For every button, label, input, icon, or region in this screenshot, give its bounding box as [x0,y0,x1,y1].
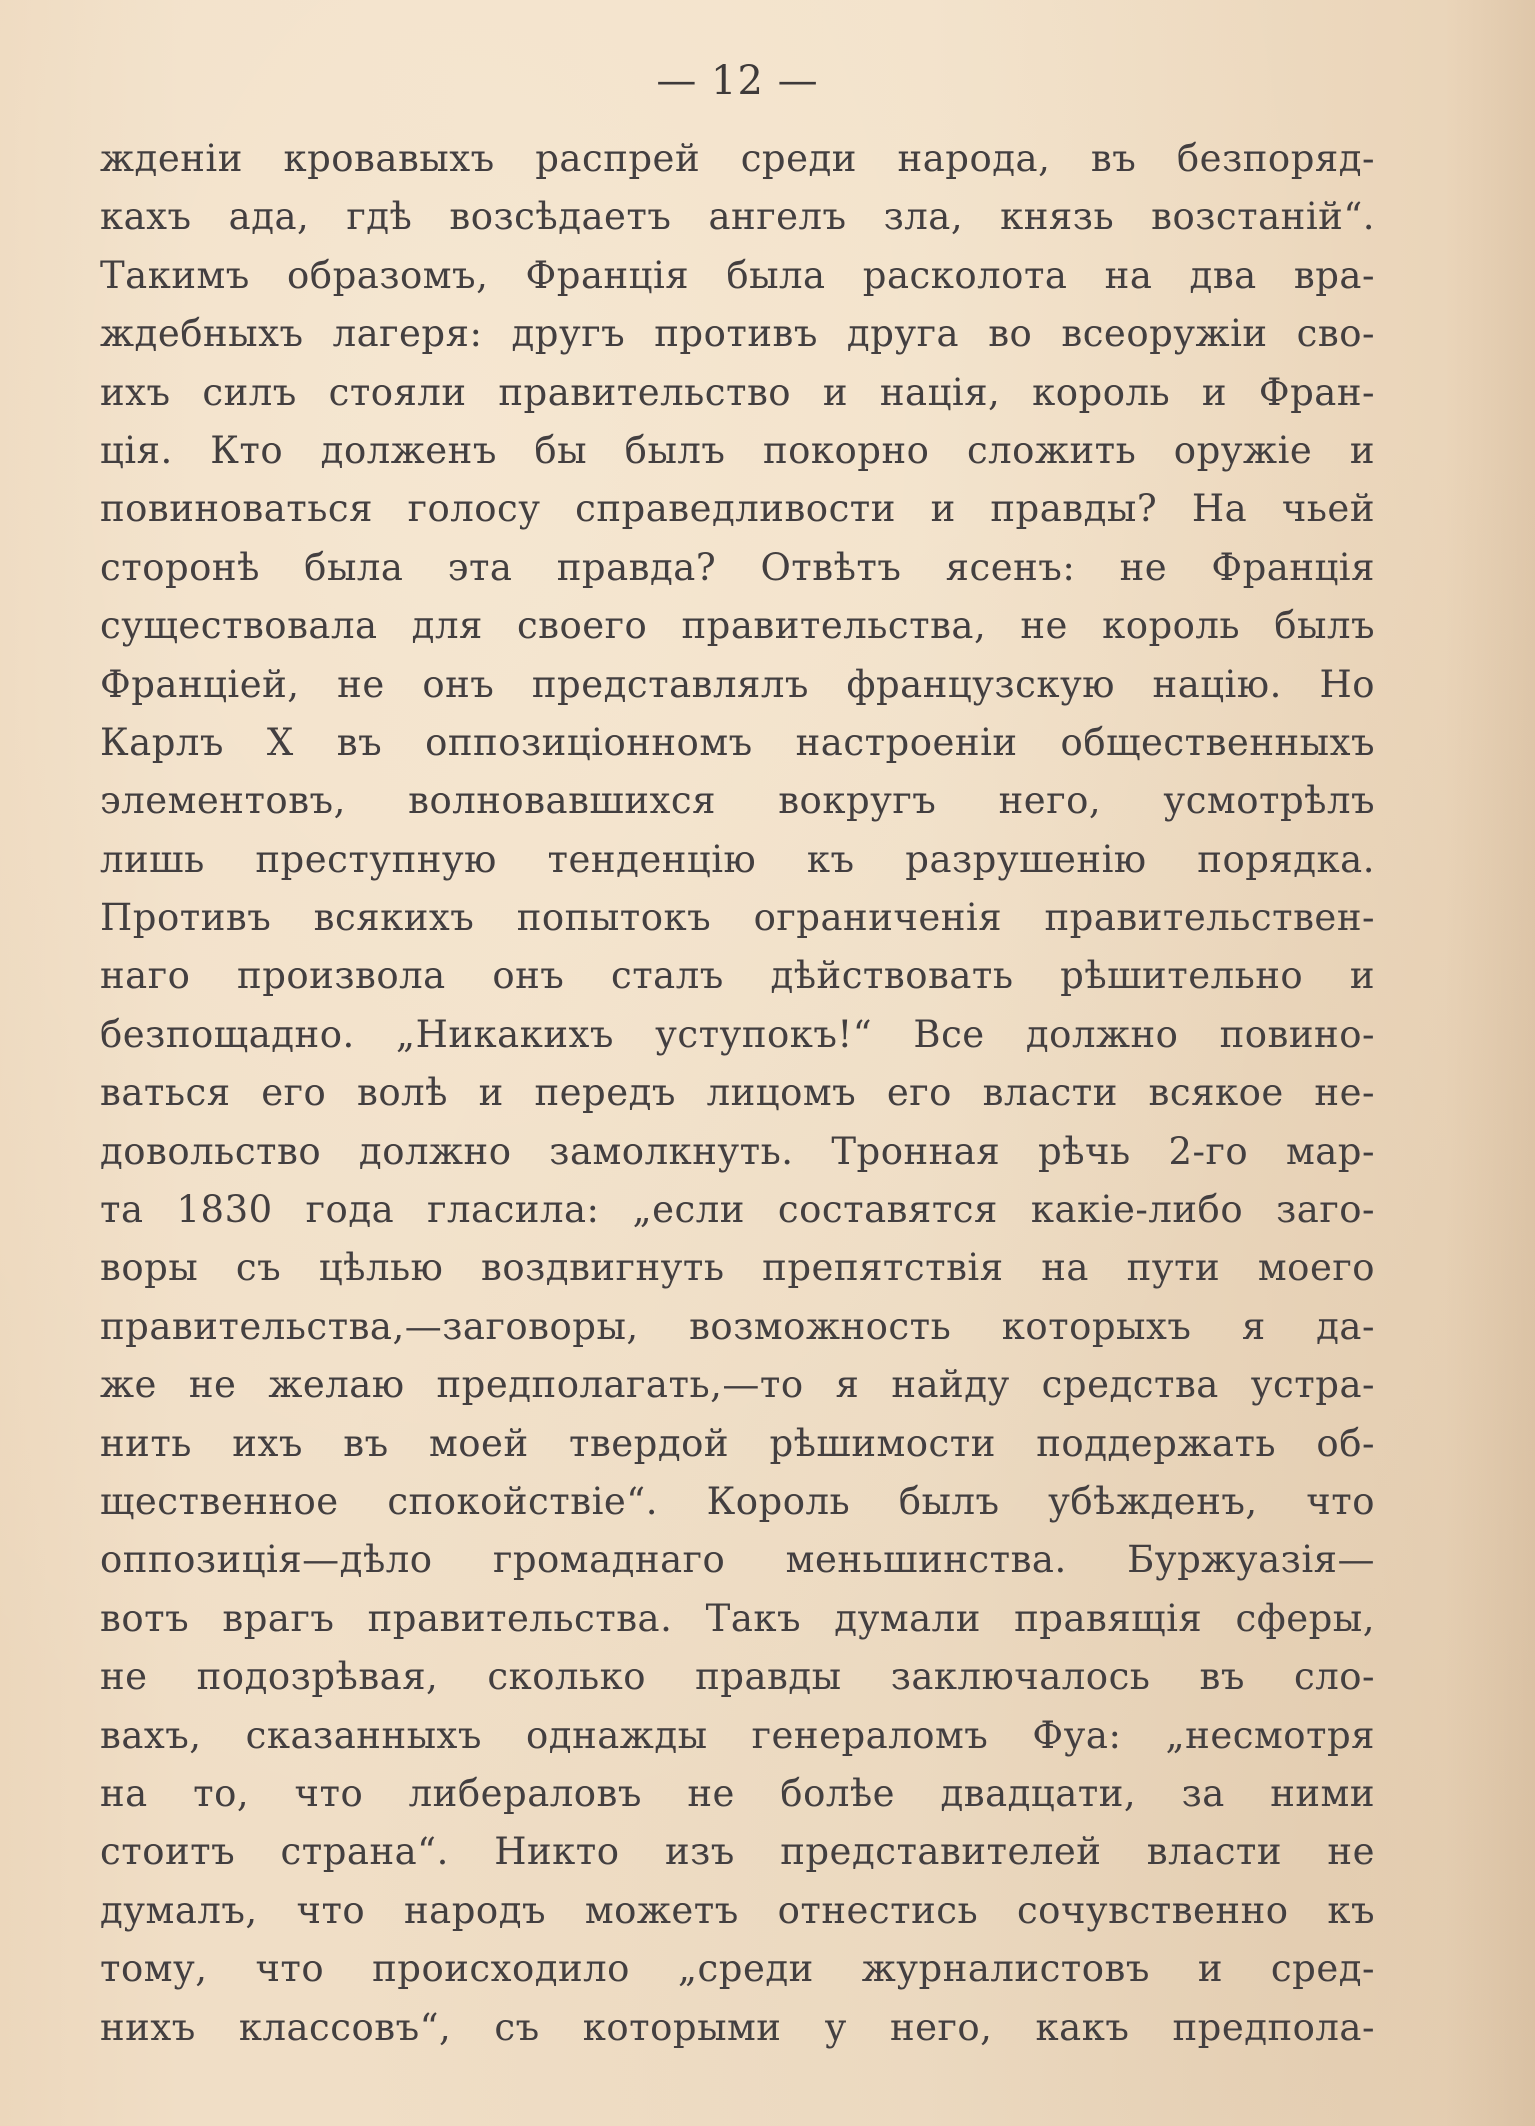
text-line: думалъ, что народъ можетъ отнестись сочувственно къ [100,1888,1375,1932]
text-line: элементовъ, волновавшихся вокругъ него, усмотрѣлъ [100,779,1375,823]
text-line: на то, что либераловъ не болѣе двадцати, за ними [100,1771,1375,1815]
text-line: наго произвола онъ сталъ дѣйствовать рѣшительно и [100,954,1375,998]
text-line: тому, что происходило „среди журналистовъ и сред- [100,1947,1375,1991]
page-edge-shadow [1445,0,1535,2126]
text-line: правительства,—заговоры, возможность которыхъ я да- [100,1304,1375,1348]
text-line: ваться его волѣ и передъ лицомъ его власти всякое не- [100,1071,1375,1115]
text-line: не подозрѣвая, сколько правды заключалось въ сло- [100,1655,1375,1699]
text-line: нихъ классовъ“, съ которыми у него, какъ предпола- [100,2005,1375,2049]
text-line: же не желаю предполагать,—то я найду средства устра- [100,1363,1375,1407]
text-line: стоитъ страна“. Никто изъ представителей власти не [100,1830,1375,1874]
text-line: воры съ цѣлью воздвигнуть препятствія на пути моего [100,1246,1375,1290]
text-line: довольство должно замолкнуть. Тронная рѣчь 2-го мар- [100,1129,1375,1173]
text-line: ждебныхъ лагеря: другъ противъ друга во всеоружіи сво- [100,312,1375,356]
text-line: безпощадно. „Никакихъ уступокъ!“ Все должно повино- [100,1012,1375,1056]
text-line: Противъ всякихъ попытокъ ограниченія правительствен- [100,896,1375,940]
text-line: щественное спокойствіе“. Король былъ убѣжденъ, что [100,1479,1375,1523]
text-line: существовала для своего правительства, не король былъ [100,604,1375,648]
text-line: Франціей, не онъ представлялъ французскую націю. Но [100,662,1375,706]
text-line: Карлъ X въ оппозиціонномъ настроеніи общественныхъ [100,720,1375,764]
text-line: повиноваться голосу справедливости и правды? На чьей [100,487,1375,531]
text-line: вахъ, сказанныхъ однажды генераломъ Фуа: „несмотря [100,1713,1375,1757]
text-line: сторонѣ была эта правда? Отвѣтъ ясенъ: не Франція [100,545,1375,589]
text-line: ихъ силъ стояли правительство и нація, король и Фран- [100,370,1375,414]
body-text [100,130,1375,2057]
text-line: оппозиція—дѣло громаднаго меньшинства. Буржуазія— [100,1538,1375,1582]
text-line: жденіи кровавыхъ распрей среди народа, въ безпоряд- [100,137,1375,180]
text-line: ція. Кто долженъ бы былъ покорно сложить оружіе и [100,428,1375,472]
text-line: вотъ врагъ правительства. Такъ думали правящія сферы, [100,1596,1375,1640]
text-line: та 1830 года гласила: „если составятся какіе-либо заго- [100,1188,1375,1232]
text-line: нить ихъ въ моей твердой рѣшимости поддержать об- [100,1421,1375,1465]
page-number: — 12 — [656,58,819,104]
text-line: кахъ ада, гдѣ возсѣдаетъ ангелъ зла, князь возстаній“. [100,195,1375,239]
text-line: лишь преступную тенденцію къ разрушенію порядка. [100,837,1375,881]
text-line: Такимъ образомъ, Франція была расколота на два вра- [100,253,1375,297]
